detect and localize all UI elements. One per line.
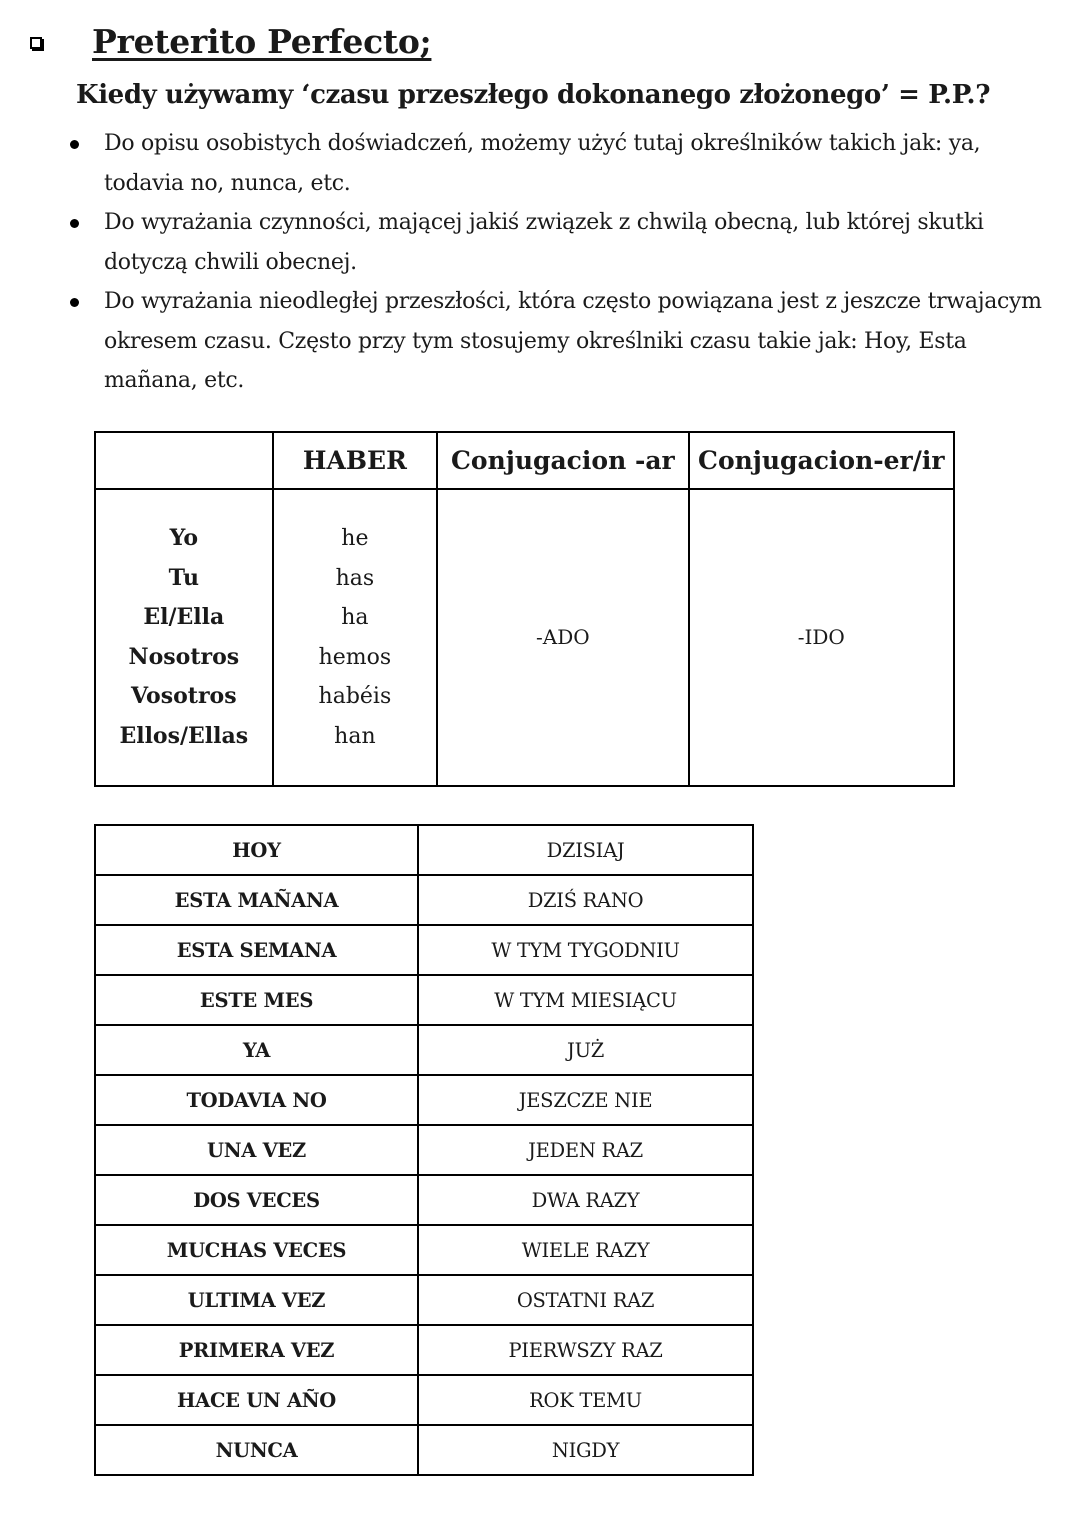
spanish-term: DOS VECES: [95, 1175, 418, 1225]
spanish-term: ULTIMA VEZ: [95, 1275, 418, 1325]
pronoun: Tu: [168, 564, 199, 591]
section-question: Kiedy używamy ‘czasu przeszłego dokonanego złożonego’ = P.P.?: [76, 80, 991, 110]
vocab-row: [95, 1175, 753, 1225]
conjugation-body-row: [95, 489, 954, 786]
vocab-row: [95, 1025, 753, 1075]
pronoun: El/Ella: [143, 604, 225, 630]
conjugation-header-row: [95, 432, 954, 489]
polish-term: W TYM TYGODNIU: [418, 925, 753, 975]
ar-ending: -ADO: [437, 489, 688, 786]
vocab-row: [95, 825, 753, 875]
spanish-term: HACE UN AÑO: [95, 1375, 418, 1425]
er-ir-ending: -IDO: [689, 489, 954, 786]
polish-term: DWA RAZY: [418, 1175, 753, 1225]
polish-term: W TYM MIESIĄCU: [418, 975, 753, 1025]
page-title: Preterito Perfecto;: [92, 22, 432, 61]
pronoun: Yo: [169, 525, 199, 551]
header-empty: [95, 432, 273, 489]
haber-form: han: [334, 723, 376, 749]
haber-form: hemos: [318, 644, 392, 670]
haber-form: ha: [341, 605, 369, 630]
vocab-row: [95, 875, 753, 925]
usage-list: [62, 124, 1052, 401]
polish-term: NIGDY: [418, 1425, 753, 1475]
conjugation-table: [94, 431, 955, 787]
vocab-row: [95, 1225, 753, 1275]
spanish-term: YA: [95, 1025, 418, 1075]
haber-form: has: [335, 565, 375, 591]
polish-term: DZIŚ RANO: [418, 875, 753, 925]
usage-item: Do wyrażania czynności, mającej jakiś związek z chwilą obecną, lub której skutki dotyczą chwili obecnej.: [62, 203, 1052, 282]
spanish-term: HOY: [95, 825, 418, 875]
vocab-row: [95, 1425, 753, 1475]
vocab-row: [95, 1325, 753, 1375]
spanish-term: MUCHAS VECES: [95, 1225, 418, 1275]
vocab-row: [95, 1075, 753, 1125]
pronoun: Nosotros: [128, 643, 240, 670]
polish-term: ROK TEMU: [418, 1375, 753, 1425]
checkbox-bullet-icon: [30, 37, 42, 49]
vocab-row: [95, 1125, 753, 1175]
pronoun: Vosotros: [131, 683, 237, 709]
pronoun-column: [95, 489, 273, 786]
haber-column: [273, 489, 438, 786]
spanish-term: UNA VEZ: [95, 1125, 418, 1175]
spanish-term: ESTA SEMANA: [95, 925, 418, 975]
vocab-row: [95, 925, 753, 975]
usage-item: Do wyrażania nieodległej przeszłości, która często powiązana jest z jeszcze trwajacym okresem czasu. Często przy tym stosujemy określniki czasu takie jak: Hoy, Esta mañana, etc.: [62, 282, 1052, 401]
spanish-term: NUNCA: [95, 1425, 418, 1475]
polish-term: JEDEN RAZ: [418, 1125, 753, 1175]
vocab-row: [95, 975, 753, 1025]
vocab-row: [95, 1375, 753, 1425]
time-expressions-table: [94, 824, 754, 1476]
polish-term: DZISIAJ: [418, 825, 753, 875]
polish-term: JESZCZE NIE: [418, 1075, 753, 1125]
spanish-term: ESTE MES: [95, 975, 418, 1025]
pronoun: Ellos/Ellas: [119, 722, 249, 749]
polish-term: WIELE RAZY: [418, 1225, 753, 1275]
polish-term: JUŻ: [418, 1025, 753, 1075]
header-haber: HABER: [273, 432, 438, 489]
header-er-ir: Conjugacion-er/ir: [689, 432, 954, 489]
haber-form: habéis: [318, 684, 392, 709]
spanish-term: PRIMERA VEZ: [95, 1325, 418, 1375]
polish-term: OSTATNI RAZ: [418, 1275, 753, 1325]
haber-form: he: [341, 526, 369, 551]
usage-item: Do opisu osobistych doświadczeń, możemy użyć tutaj określników takich jak: ya, todavia no, nunca, etc.: [62, 124, 1052, 203]
spanish-term: TODAVIA NO: [95, 1075, 418, 1125]
spanish-term: ESTA MAÑANA: [95, 875, 418, 925]
header-ar: Conjugacion -ar: [437, 432, 688, 489]
polish-term: PIERWSZY RAZ: [418, 1325, 753, 1375]
vocab-row: [95, 1275, 753, 1325]
